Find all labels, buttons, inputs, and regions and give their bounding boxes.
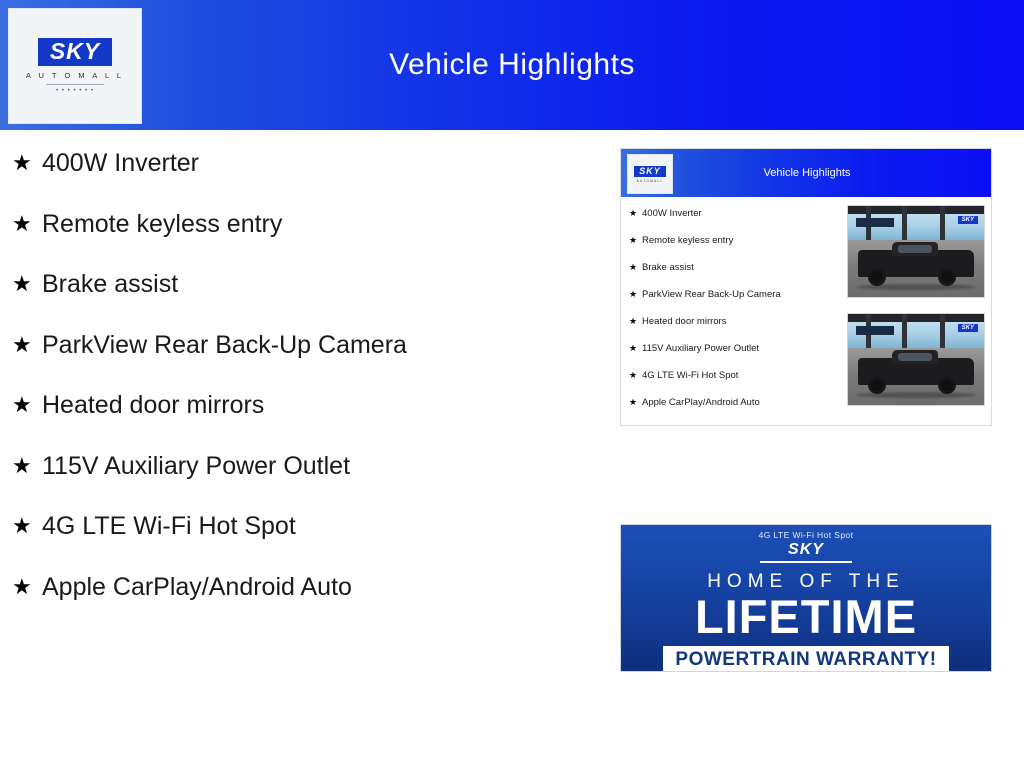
logo-dots-text: • • • • • • •	[56, 88, 94, 94]
star-icon: ★	[629, 262, 638, 272]
feature-label: 4G LTE Wi-Fi Hot Spot	[642, 370, 739, 381]
feature-list	[12, 148, 592, 632]
list-item	[629, 288, 849, 301]
thumbnail-feature-list	[629, 207, 849, 423]
vehicle-photo[interactable]	[847, 313, 985, 406]
star-icon: ★	[629, 397, 638, 407]
feature-label: 115V Auxiliary Power Outlet	[42, 451, 351, 480]
vehicle-photo[interactable]	[847, 205, 985, 298]
feature-label: Brake assist	[642, 262, 694, 273]
photo-logo-watermark: SKY	[958, 216, 978, 224]
feature-label: ParkView Rear Back-Up Camera	[42, 330, 407, 359]
list-item	[629, 342, 849, 355]
star-icon: ★	[629, 370, 638, 380]
star-icon: ★	[12, 150, 32, 175]
list-item	[629, 261, 849, 274]
feature-label: 400W Inverter	[42, 149, 200, 177]
warranty-topline-text: 4G LTE Wi-Fi Hot Spot	[758, 530, 854, 540]
logo-subtitle-text: A U T O M A L L	[25, 71, 125, 80]
feature-label: Apple CarPlay/Android Auto	[642, 397, 760, 408]
star-icon: ★	[629, 289, 638, 299]
list-item	[12, 269, 592, 301]
feature-label: Brake assist	[42, 270, 179, 298]
truck-window	[898, 353, 932, 361]
list-item	[12, 511, 592, 543]
star-icon: ★	[629, 235, 638, 245]
list-item	[629, 369, 849, 382]
truck-window	[898, 245, 932, 253]
slide-thumbnail-preview[interactable]	[620, 148, 992, 426]
list-item	[12, 390, 592, 422]
logo-divider	[46, 84, 104, 85]
star-icon: ★	[12, 331, 32, 357]
list-item	[629, 234, 849, 247]
truck-wheel	[868, 268, 886, 286]
list-item	[12, 330, 592, 362]
warranty-powertrain-text: POWERTRAIN WARRANTY!	[663, 646, 948, 672]
warranty-home-of-the-text: HOME OF THE	[707, 571, 905, 592]
list-item	[629, 207, 849, 220]
star-icon: ★	[629, 208, 638, 218]
header-banner	[0, 0, 1024, 130]
star-icon: ★	[12, 573, 32, 599]
feature-label: 4G LTE Wi-Fi Hot Spot	[42, 512, 296, 540]
thumbnail-logo	[627, 154, 673, 194]
star-icon: ★	[629, 343, 638, 353]
lifetime-warranty-banner[interactable]	[620, 524, 992, 672]
star-icon: ★	[12, 452, 32, 478]
thumbnail-logo-brand: SKY	[634, 166, 666, 177]
feature-label: Apple CarPlay/Android Auto	[42, 572, 352, 601]
list-item	[12, 209, 592, 241]
showroom-pillar	[940, 206, 945, 240]
star-icon: ★	[629, 316, 638, 326]
sky-automall-logo	[8, 8, 142, 124]
feature-label: 115V Auxiliary Power Outlet	[642, 343, 760, 354]
showroom-wall-sign	[856, 326, 894, 335]
feature-label: Remote keyless entry	[42, 209, 283, 238]
showroom-wall-sign	[856, 218, 894, 227]
list-item	[12, 572, 592, 604]
feature-label: Remote keyless entry	[642, 235, 734, 246]
thumbnail-title: Vehicle Highlights	[763, 167, 851, 179]
star-icon: ★	[12, 271, 32, 296]
list-item	[629, 396, 849, 409]
showroom-pillar	[902, 314, 907, 348]
feature-label: Heated door mirrors	[642, 316, 727, 327]
photo-logo-watermark: SKY	[958, 324, 978, 332]
truck-wheel	[938, 268, 956, 286]
feature-label: Heated door mirrors	[42, 391, 265, 419]
truck-wheel	[868, 376, 886, 394]
truck-wheel	[938, 376, 956, 394]
showroom-pillar	[902, 206, 907, 240]
feature-label: 400W Inverter	[642, 208, 702, 219]
star-icon: ★	[12, 210, 32, 236]
warranty-logo-brand: SKY	[788, 541, 824, 558]
logo-brand-text: SKY	[38, 38, 112, 66]
page-title: Vehicle Highlights	[389, 48, 635, 81]
thumbnail-header-banner	[621, 149, 992, 197]
warranty-lifetime-text: LIFETIME	[694, 590, 918, 643]
thumbnail-logo-subtitle: AUTOMALL	[636, 178, 664, 183]
list-item	[629, 315, 849, 328]
list-item	[12, 451, 592, 483]
feature-label: ParkView Rear Back-Up Camera	[642, 289, 781, 300]
warranty-logo-divider	[760, 561, 852, 563]
star-icon: ★	[12, 392, 32, 417]
showroom-pillar	[940, 314, 945, 348]
star-icon: ★	[12, 513, 32, 538]
list-item	[12, 148, 592, 180]
